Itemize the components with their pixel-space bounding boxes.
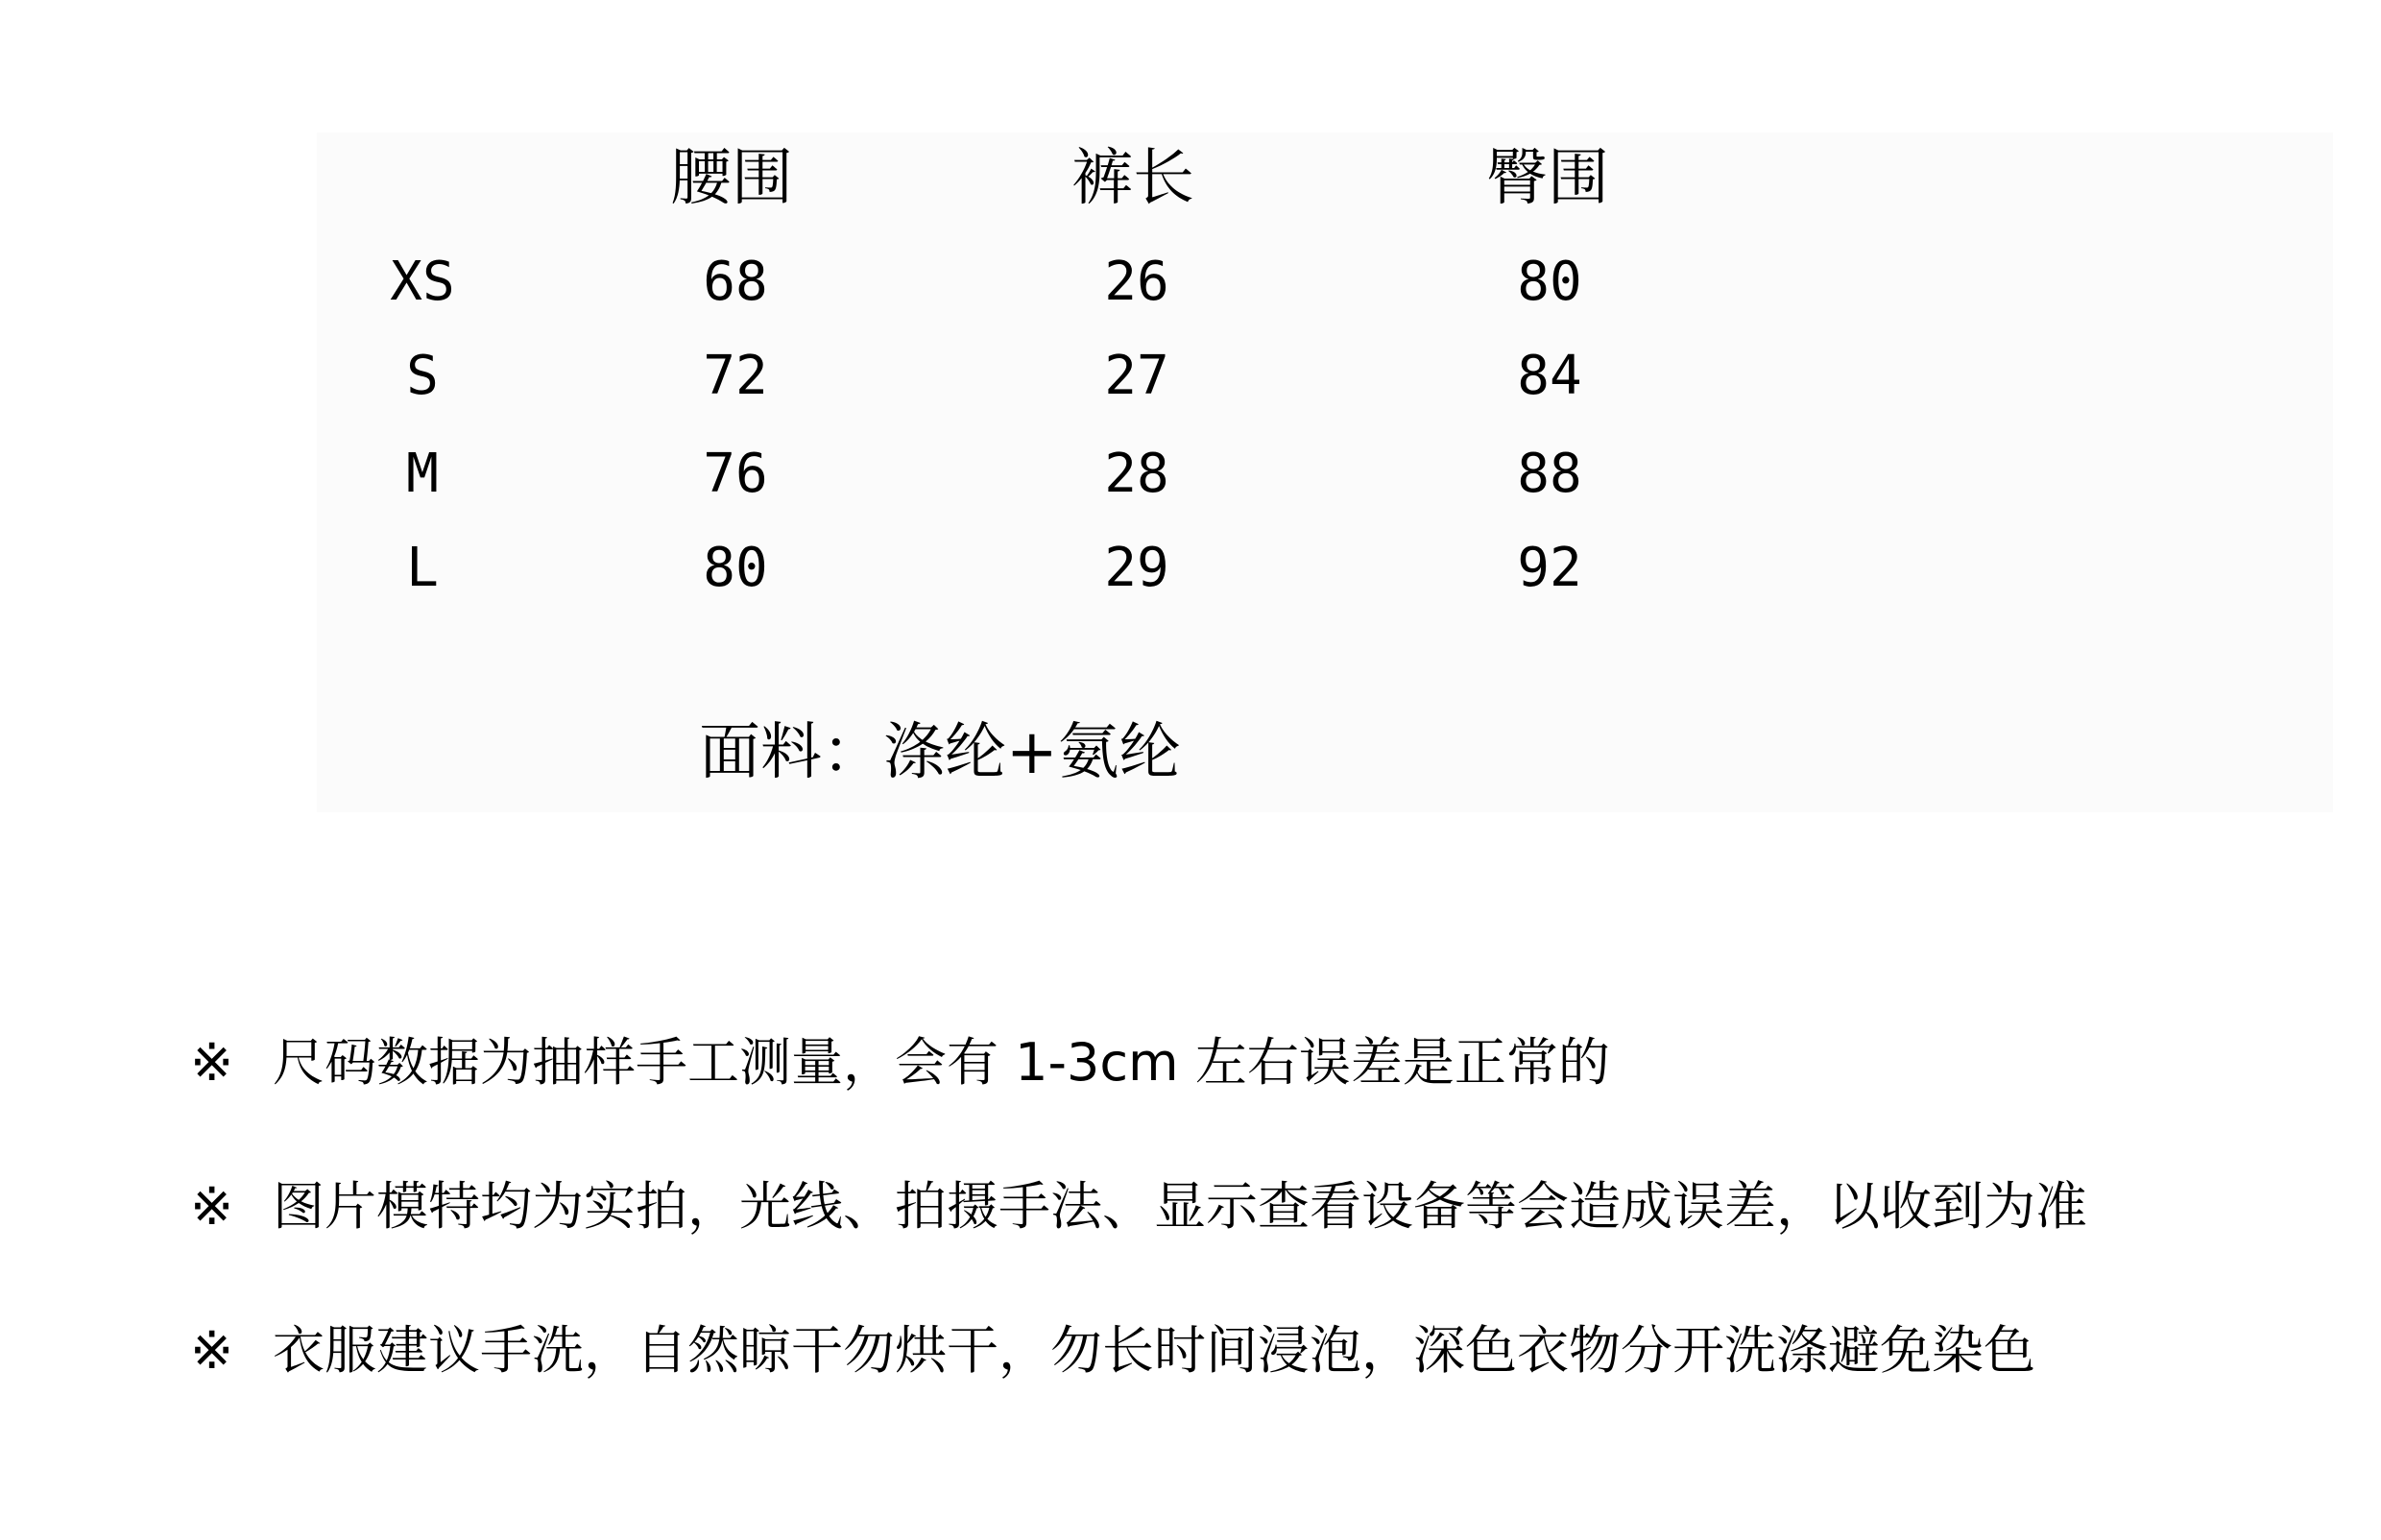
note-item [190, 1032, 1610, 1093]
reference-mark: ※ [190, 1320, 234, 1381]
table-cell: 80 [703, 537, 768, 599]
note-text: 图片模特均为实拍，光线、拍摄手法、显示查看设备等会造成误差，以收到为准 [273, 1176, 2087, 1237]
table-cell: 68 [703, 251, 768, 313]
size-label-m: M [406, 443, 439, 505]
fabric-info: 面料：涤纶+氨纶 [699, 717, 1181, 788]
reference-mark: ※ [190, 1032, 234, 1093]
note-text: 衣服建议手洗，自然晾干勿烘干，勿长时间浸泡，深色衣物分开洗涤避免染色 [273, 1320, 2035, 1381]
note-item [190, 1176, 2087, 1237]
table-cell: 72 [703, 345, 768, 407]
table-cell: 26 [1104, 251, 1169, 313]
note-text: 尺码数据为抽样手工测量，会有 1-3cm 左右误差是正常的 [273, 1032, 1610, 1093]
header-waist: 腰围 [670, 143, 793, 214]
size-label-s: S [406, 345, 439, 407]
header-hip: 臀围 [1486, 143, 1609, 214]
reference-mark: ※ [190, 1176, 234, 1237]
note-item [190, 1320, 2035, 1381]
table-cell: 84 [1517, 345, 1582, 407]
size-label-l: L [406, 537, 439, 599]
table-cell: 92 [1517, 537, 1582, 599]
header-length: 裤长 [1071, 143, 1194, 214]
table-cell: 80 [1517, 251, 1582, 313]
size-label-xs: XS [390, 251, 455, 313]
table-cell: 76 [703, 443, 768, 505]
table-cell: 29 [1104, 537, 1169, 599]
table-cell: 28 [1104, 443, 1169, 505]
size-chart-panel [317, 132, 2333, 812]
table-cell: 88 [1517, 443, 1582, 505]
table-cell: 27 [1104, 345, 1169, 407]
